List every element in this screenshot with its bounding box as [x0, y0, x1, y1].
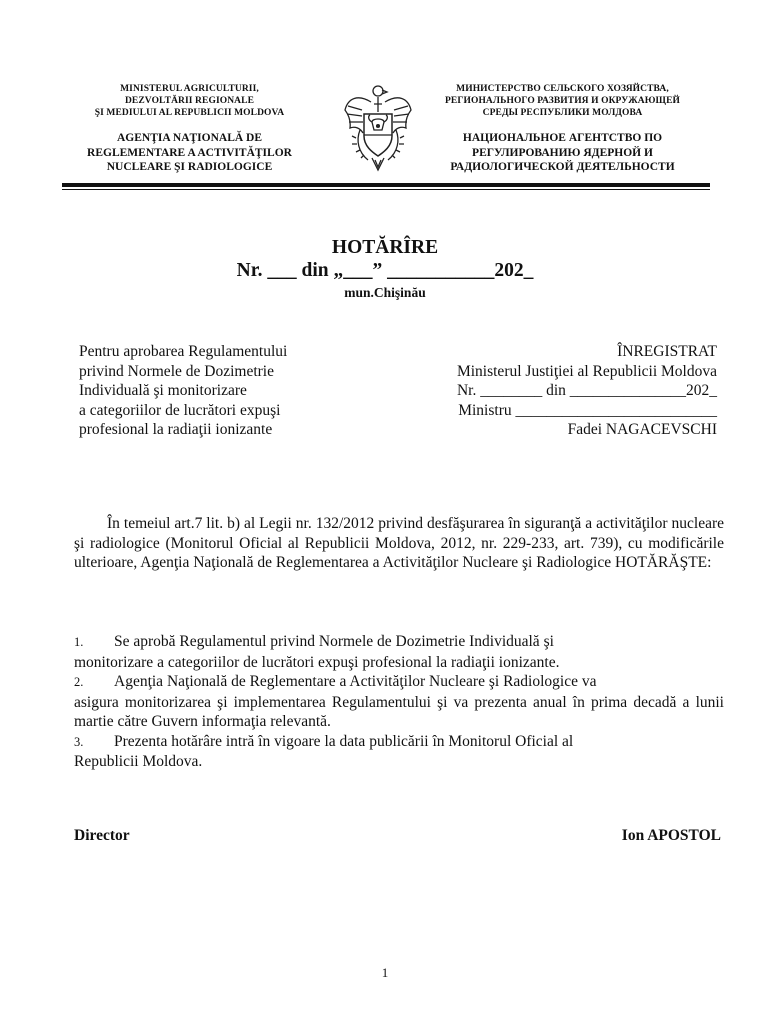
list-item: 2. Agenţia Naţională de Reglementare a Activităţilor Nucleare şi Radiologice va asigura monitorizarea şi implementarea Regulamentului şi va prezenta anual în prima decadă a lunii martie către Guvern informaţia relevantă. — [74, 673, 724, 730]
registration-block: ÎNREGISTRAT Ministerul Justiţiei al Republicii Moldova Nr. ________ din _______________202_ Ministru __________________________ Fadei NAGACEVSCHI — [398, 342, 717, 440]
item-number: 3. — [74, 734, 84, 749]
header-rule-thin — [62, 189, 710, 190]
agency-name-ru: НАЦИОНАЛЬНОЕ АГЕНТСТВО ПО РЕГУЛИРОВАНИЮ ЯДЕРНОЙ И РАДИОЛОГИЧЕСКОЙ ДЕЯТЕЛЬНОСТИ — [450, 132, 675, 173]
ministry-name-ru: МИНИСТЕРСТВО СЕЛЬСКОГО ХОЗЯЙСТВА, РЕГИОНАЛЬНОГО РАЗВИТИЯ И ОКРУЖАЮЩЕЙ СРЕДЫ РЕСПУБЛИКИ МОЛДОВА — [444, 84, 681, 118]
decision-items — [74, 632, 724, 772]
signature-name: Ion APOSTOL — [621, 827, 721, 844]
ministry-name-ro: MINISTERUL AGRICULTURII, DEZVOLTĂRII REGIONALE ŞI MEDIULUI AL REPUBLICII MOLDOVA — [94, 84, 285, 118]
list-item: 3. Prezenta hotărâre intră în vigoare la data publicării în Monitorul Oficial al Republicii Moldova. — [74, 732, 574, 770]
signature-role: Director — [74, 827, 130, 844]
list-item: 1. Se aprobă Regulamentul privind Normele de Dozimetrie Individuală şi monitorizare a categoriilor de lucrători expuşi profesional la radiaţii ionizante. — [74, 633, 560, 671]
item-number: 2. — [74, 675, 84, 689]
minister-name: Fadei NAGACEVSCHI — [567, 421, 717, 438]
header-right — [420, 83, 705, 175]
preamble-paragraph: În temeiul art.7 lit. b) al Legii nr. 132/2012 privind desfăşurarea în siguranţă a activităţilor nucleare şi radiologice (Monitorul Oficial al Republicii Moldova, 2012, nr. 229-233, art. 739), cu modificările ulterioare, Agenţia Naţională de Reglementarea a Activităţilor Nucleare şi Radiologice HOTĂRĂŞTE: — [74, 515, 724, 571]
header-left — [62, 83, 317, 175]
coat-of-arms-icon — [338, 80, 418, 176]
item-number: 1. — [74, 635, 84, 649]
document-title: HOTĂRÎRE — [331, 237, 439, 258]
registration-label: ÎNREGISTRAT — [617, 343, 717, 360]
document-place: mun.Chişinău — [344, 285, 426, 300]
document-number-line: Nr. ___ din „___” ___________202_ — [236, 260, 534, 281]
page-number: 1 — [381, 965, 389, 980]
agency-name-ro: AGENŢIA NAŢIONALĂ DE REGLEMENTARE A ACTIVITĂŢILOR NUCLEARE ŞI RADIOLOGICE — [87, 132, 292, 173]
subject-block: Pentru aprobarea Regulamentului privind Normele de Dozimetrie Individuală şi monitorizare a categoriilor de lucrători expuşi profesional la radiaţii ionizante — [79, 343, 288, 438]
header-rule-thick — [62, 183, 710, 187]
